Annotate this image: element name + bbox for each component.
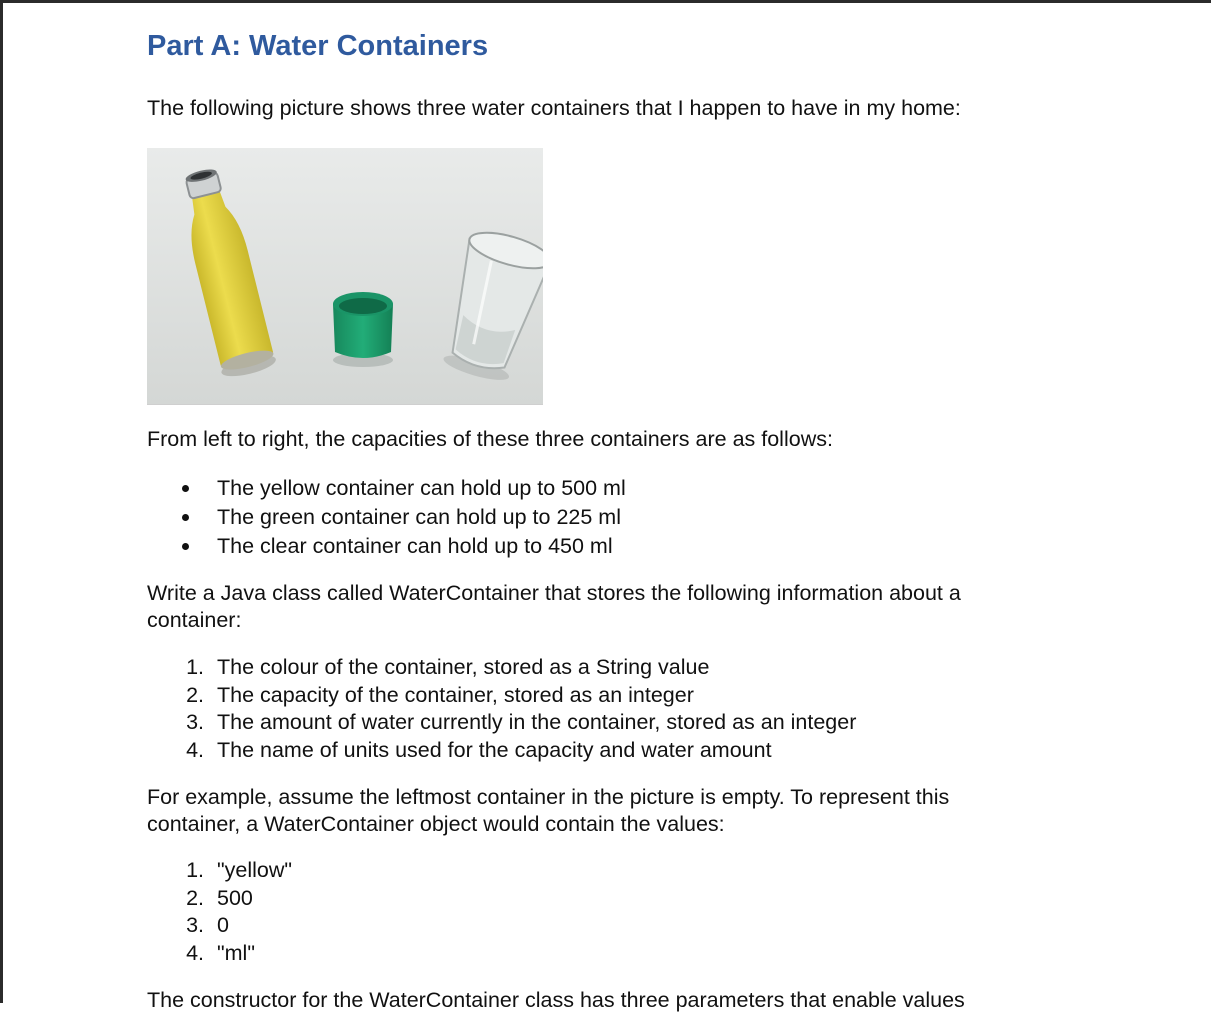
example-paragraph-line-2: container, a WaterContainer object would contain the values: — [147, 812, 725, 836]
list-number: 4. — [186, 737, 204, 762]
capacities-intro: From left to right, the capacities of these three containers are as follows: — [147, 427, 833, 451]
list-number: 3. — [186, 710, 204, 734]
example-paragraph-line-1: For example, assume the leftmost container in the picture is empty. To represent this — [147, 785, 950, 809]
list-number: 2. — [186, 885, 204, 910]
bullet-icon — [182, 543, 189, 550]
constructor-paragraph: The constructor for the WaterContainer class has three parameters that enable values — [147, 988, 965, 1012]
task-paragraph-line-1: Write a Java class called WaterContainer that stores the following information about a — [147, 581, 961, 605]
list-number: 3. — [186, 913, 204, 937]
bullet-icon — [182, 485, 189, 492]
containers-photo-icon — [147, 148, 543, 404]
list-number: 1. — [186, 655, 204, 679]
containers-photo — [147, 148, 543, 405]
section-heading: Part A: Water Containers — [147, 30, 489, 62]
list-number: 2. — [186, 682, 204, 707]
list-number: 4. — [186, 940, 204, 965]
bullet-icon — [182, 514, 189, 521]
intro-paragraph: The following picture shows three water containers that I happen to have in my home: — [147, 96, 961, 120]
list-number: 1. — [186, 858, 204, 882]
task-paragraph-line-2: container: — [147, 608, 242, 632]
window-left-border — [0, 0, 3, 1003]
window-top-border — [0, 0, 1211, 3]
